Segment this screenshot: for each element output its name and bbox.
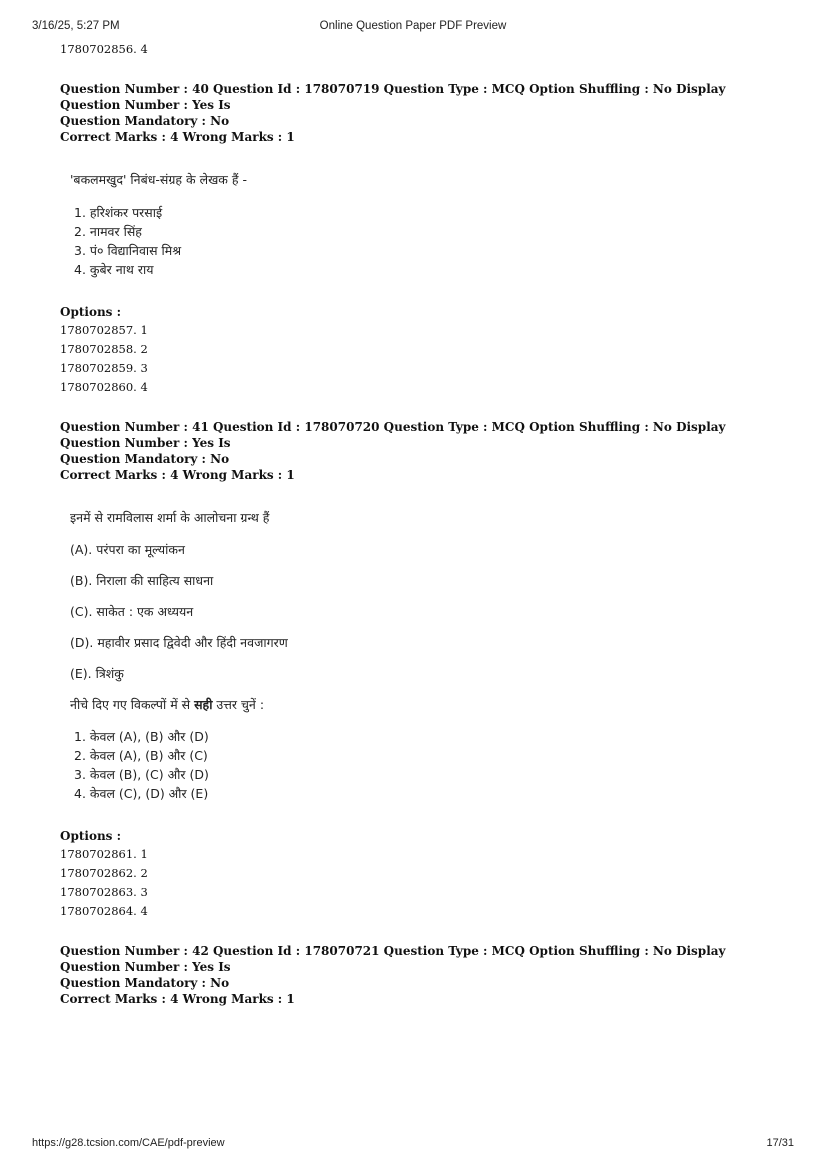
choice-item: 1. केवल (A), (B) और (D) bbox=[74, 729, 209, 744]
statement-item: (C). साकेत : एक अध्ययन bbox=[70, 604, 194, 619]
page-footer bbox=[32, 1137, 794, 1151]
choice-item: 4. कुबेर नाथ राय bbox=[74, 262, 154, 277]
option-id-item: 1780702863. 3 bbox=[60, 885, 148, 899]
option-id-item: 1780702864. 4 bbox=[60, 904, 148, 918]
page-header bbox=[32, 20, 794, 36]
statement-item: (B). निराला की साहित्य साधना bbox=[70, 573, 214, 588]
print-datetime: 3/16/25, 5:27 PM bbox=[32, 20, 120, 32]
option-id-list bbox=[60, 845, 760, 921]
question-mandatory-line: Question Mandatory : No bbox=[60, 114, 230, 128]
question-body bbox=[70, 171, 760, 279]
question-stem: इनमें से रामविलास शर्मा के आलोचना ग्रन्थ हैं bbox=[70, 510, 270, 525]
option-id-item: 1780702862. 2 bbox=[60, 866, 148, 880]
instruction-text-post: उत्तर चुनें : bbox=[212, 697, 265, 712]
option-id-item: 1780702861. 1 bbox=[60, 847, 148, 861]
choice-list bbox=[74, 727, 760, 803]
question-header bbox=[60, 943, 760, 1007]
question-paper-content bbox=[60, 40, 760, 1007]
choice-item: 3. केवल (B), (C) और (D) bbox=[74, 767, 209, 782]
option-id-item: 1780702859. 3 bbox=[60, 361, 148, 375]
question-stem: 'बकलमखुद' निबंध-संग्रह के लेखक हैं - bbox=[70, 172, 247, 187]
document-title: Online Question Paper PDF Preview bbox=[319, 20, 507, 32]
options-heading: Options : bbox=[60, 305, 122, 319]
statement-list bbox=[70, 541, 760, 714]
question-meta-line: Question Number : 41 Question Id : 178070720 Question Type : MCQ Option Shuffling : No Display Question Number : Yes Is bbox=[60, 420, 726, 450]
question-header bbox=[60, 81, 760, 145]
choice-item: 2. नामवर सिंह bbox=[74, 224, 142, 239]
question-meta-line: Question Number : 42 Question Id : 178070721 Question Type : MCQ Option Shuffling : No Display Question Number : Yes Is bbox=[60, 944, 726, 974]
question-42 bbox=[60, 943, 760, 1007]
page-url: https://g28.tcsion.com/CAE/pdf-preview bbox=[32, 1137, 225, 1149]
question-marks-line: Correct Marks : 4 Wrong Marks : 1 bbox=[60, 468, 295, 482]
option-id-list bbox=[60, 321, 760, 397]
question-meta-line: Question Number : 40 Question Id : 178070719 Question Type : MCQ Option Shuffling : No Display Question Number : Yes Is bbox=[60, 82, 726, 112]
statement-item: (E). त्रिशंकु bbox=[70, 666, 124, 681]
statement-item: (A). परंपरा का मूल्यांकन bbox=[70, 542, 185, 557]
question-mandatory-line: Question Mandatory : No bbox=[60, 452, 230, 466]
statement-item: (D). महावीर प्रसाद द्विवेदी और हिंदी नवजागरण bbox=[70, 635, 288, 650]
answer-instruction bbox=[70, 696, 760, 714]
question-41 bbox=[60, 419, 760, 921]
previous-option-line: 1780702856. 4 bbox=[60, 42, 148, 56]
option-id-item: 1780702858. 2 bbox=[60, 342, 148, 356]
choice-item: 2. केवल (A), (B) और (C) bbox=[74, 748, 208, 763]
choice-item: 3. पं० विद्यानिवास मिश्र bbox=[74, 243, 182, 258]
question-mandatory-line: Question Mandatory : No bbox=[60, 976, 230, 990]
question-header bbox=[60, 419, 760, 483]
choice-item: 1. हरिशंकर परसाई bbox=[74, 205, 163, 220]
option-id-item: 1780702857. 1 bbox=[60, 323, 148, 337]
instruction-emphasis: सही bbox=[194, 697, 213, 712]
question-body bbox=[70, 509, 760, 803]
question-40 bbox=[60, 81, 760, 397]
option-id-item: 1780702860. 4 bbox=[60, 380, 148, 394]
question-marks-line: Correct Marks : 4 Wrong Marks : 1 bbox=[60, 130, 295, 144]
instruction-text-pre: नीचे दिए गए विकल्पों में से bbox=[70, 697, 195, 712]
options-heading: Options : bbox=[60, 829, 122, 843]
choice-list bbox=[74, 203, 760, 279]
question-marks-line: Correct Marks : 4 Wrong Marks : 1 bbox=[60, 992, 295, 1006]
page-number: 17/31 bbox=[766, 1137, 794, 1149]
choice-item: 4. केवल (C), (D) और (E) bbox=[74, 786, 209, 801]
